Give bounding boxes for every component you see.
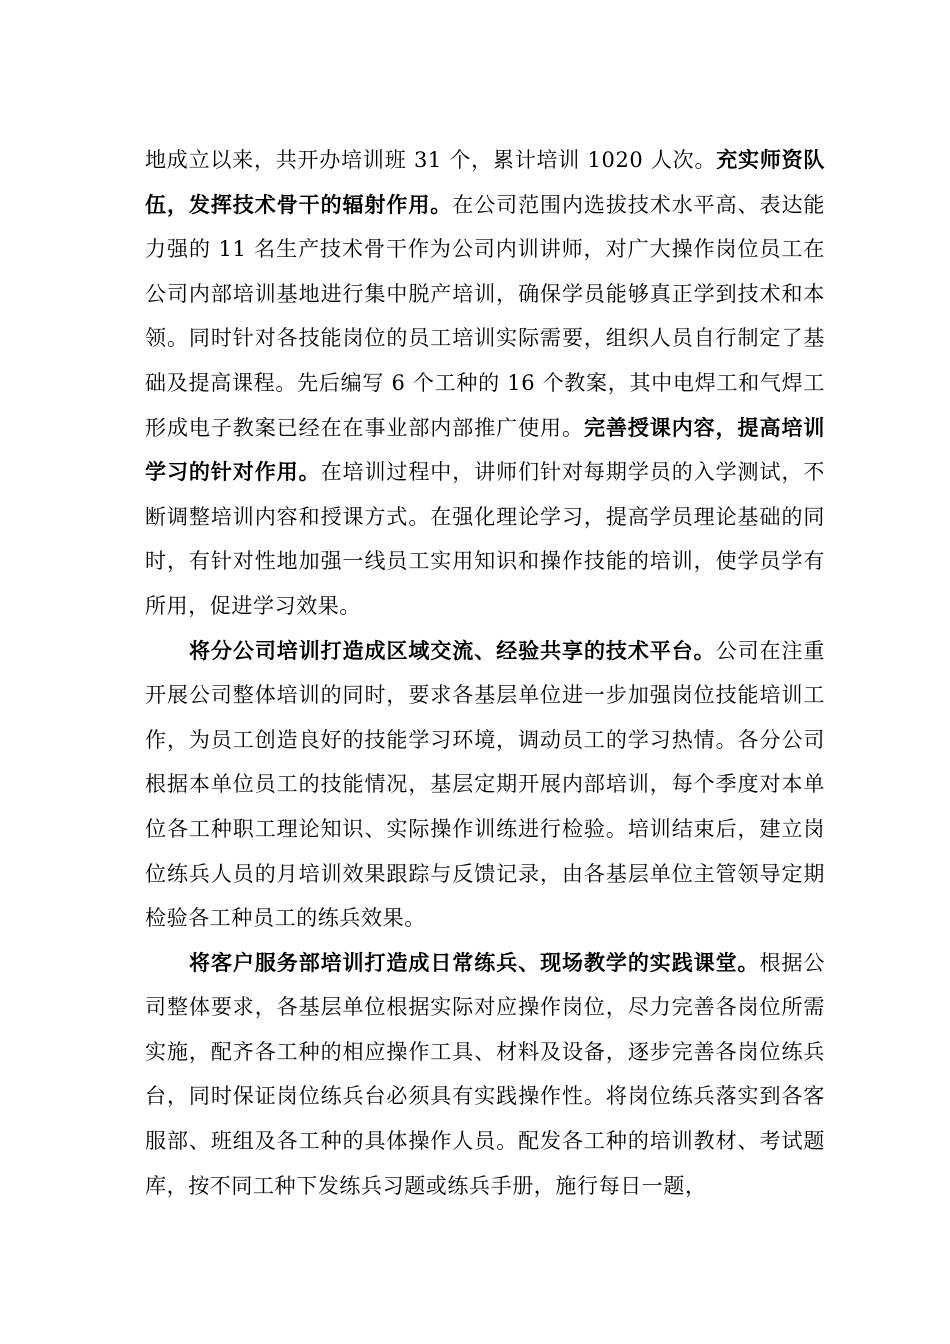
- paragraph-3: [145, 941, 825, 1209]
- paragraph-1-run-3: 在公司范围内选拔技术水平高、表达能力强的 11 名生产技术骨干作为公司内训讲师，对广大操作岗位员工在公司内部培训基地进行集中脱产培训，确保学员能够真正学到技术和本领。同时针对各技能岗位的员工培训实际需要，组织人员自行制定了基础及提高课程。先后编写 6 个工种的 16 个教案，其中电焊工和气焊工形成电子教案已经在在事业部内部推广使用。: [145, 192, 825, 440]
- paragraph-1: [145, 138, 825, 629]
- paragraph-2-body: 公司在注重开展公司整体培训的同时，要求各基层单位进一步加强岗位技能培训工作，为员工创造良好的技能学习环境，调动员工的学习热情。各分公司根据本单位员工的技能情况，基层定期开展内部培训，每个季度对本单位各工种职工理论知识、实际操作训练进行检验。培训结束后，建立岗位练兵人员的月培训效果跟踪与反馈记录，由各基层单位主管领导定期检验各工种员工的练兵效果。: [145, 638, 825, 931]
- paragraph-2-heading: 将分公司培训打造成区域交流、经验共享的技术平台。: [189, 637, 716, 663]
- paragraph-1-heading-content: 完善授课内容，提高培训学习的针对作用。: [145, 414, 826, 485]
- paragraph-1-heading-teachers: 充实师资队伍，发挥技术骨干的辐射作用。: [145, 147, 825, 217]
- paragraph-3-body: 根据公司整体要求，各基层单位根据实际对应操作岗位，尽力完善各岗位所需实施，配齐各工种的相应操作工具、材料及设备，逐步完善各岗位练兵台，同时保证岗位练兵台必须具有实践操作性。将岗位练兵落实到各客服部、班组及各工种的具体操作人员。配发各工种的培训教材、考试题库，按不同工种下发练兵习题或练兵手册，施行每日一题，: [145, 950, 825, 1198]
- paragraph-1-run-5: 在培训过程中，讲师们针对每期学员的入学测试，不断调整培训内容和授课方式。在强化理论学习，提高学员理论基础的同时，有针对性地加强一线员工实用知识和操作技能的培训，使学员学有所用，促进学习效果。: [145, 460, 825, 618]
- paragraph-1-run-1: 地成立以来，共开办培训班 31 个，累计培训 1020 人次。: [145, 148, 717, 172]
- paragraph-3-heading: 将客户服务部培训打造成日常练兵、现场教学的实践课堂。: [189, 949, 760, 975]
- paragraph-2: [145, 629, 825, 941]
- document-body: [145, 138, 825, 1208]
